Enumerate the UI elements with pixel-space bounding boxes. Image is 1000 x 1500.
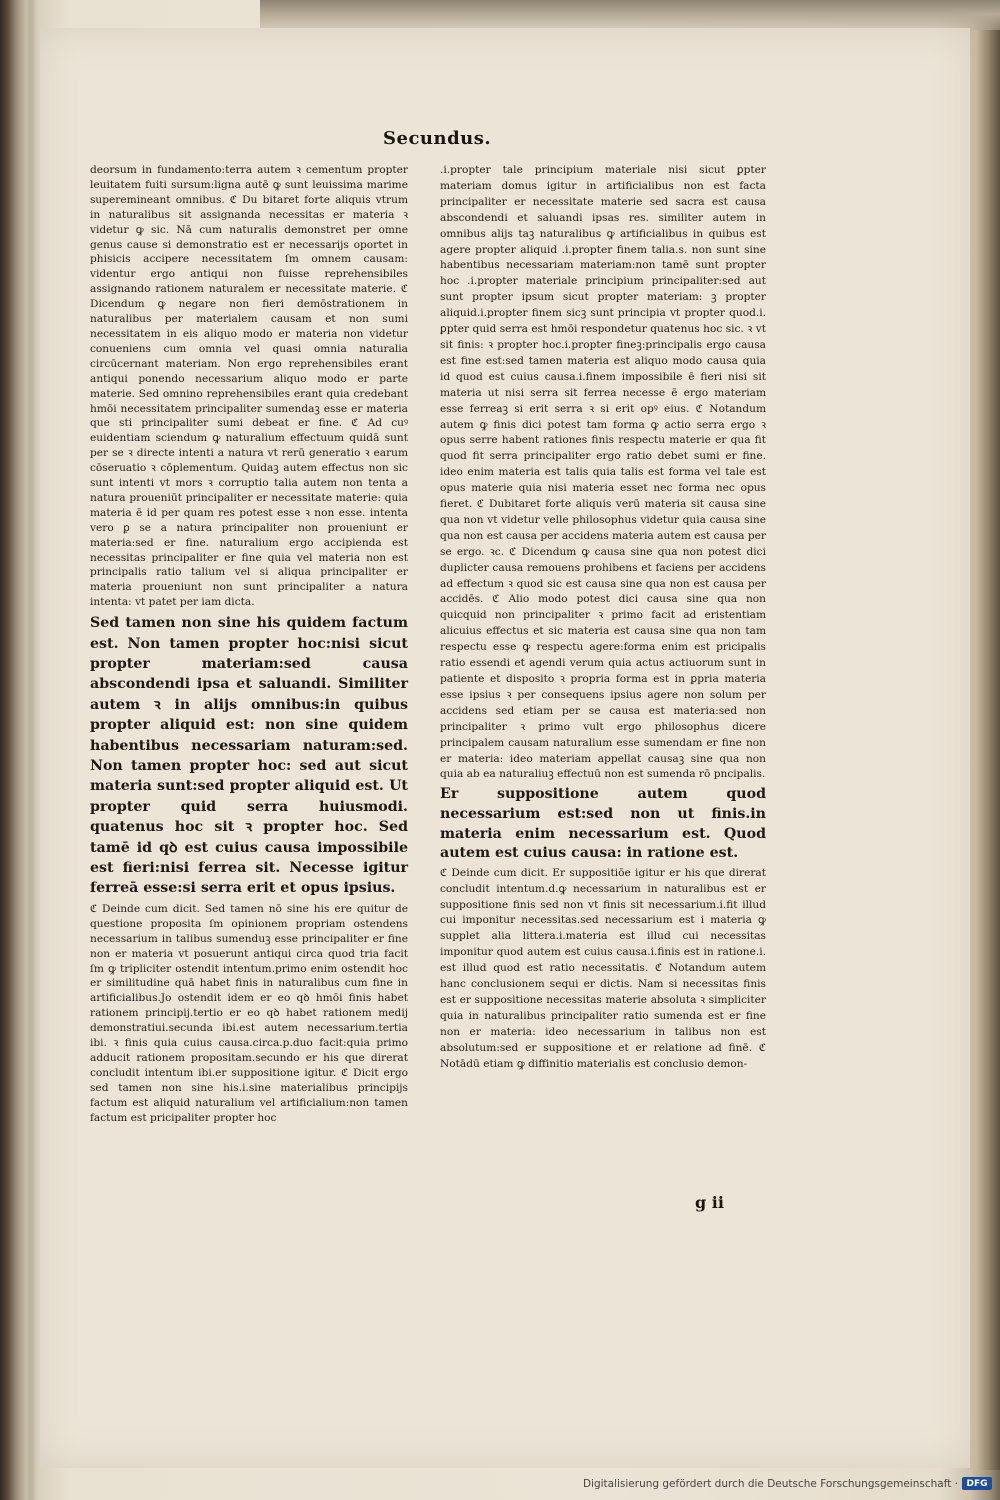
commentary-block: ℭ Deinde cum dicit. Er suppositiōe igitur er his que direrat concludit intentum.d.ꝙ necessarium in naturalibus est er suppositione finis sed non vt finis sit necessarium.i.fit illud cui imponitur necessitas.sed necessarium est i materia ꝙ supplet alia littera.i.materia est illud cui necessitas imponitur quod autem est cuius causa.i.finis est in ratione.i. est illud quod est ratio necessitatis. ℭ Notandum autem hanc conclusionem sequi er dictis. Nam si necessitas finis est er suppositione necessitas materie absoluta ꝛ simpliciter quia in naturalibus principaliter ratio sumenda est er fine non er materia: ideo necessarium in talibus non est absolutum:sed er suppositione et er relatione ad finē. ℭ Notādū etiam ꝙ diffinitio materialis est conclusio demon- [440,866,766,1070]
digitization-credit [583,1477,992,1490]
dfg-logo-icon: DFG [962,1477,992,1490]
right-text-column [440,163,766,1073]
book-fore-edge [966,30,1000,1470]
credit-text: Digitalisierung gefördert durch die Deutsche Forschungsgemeinschaft · [582,1477,958,1490]
commentary-block: .i.propter tale principium materiale nisi sicut ꝑpter materiam domus igitur in artificialibus non est facta principaliter er necessitate materie sed sacra est causa abscondendi et saluandi ipsas res. similiter autem in omnibus alijs taꝫ naturalibus ꝙ artificialibus in quibus est agere propter aliquid .i.propter finem talia.s. non sunt sine habentibus necessariam materiam:non tamē sunt propter hoc .i.propter materiale principium principaliter:sed aut sunt propter ipsum sicut propter materiam: ꝫ propter aliquid.i.propter finem sicꝫ sunt principia vt propter quod.i. ꝑpter quid serra est hmōi respondetur quatenus hoc sic. ꝛ vt sit finis: ꝛ propter hoc.i.propter fineꝫ:principalis ergo causa est fine est:sed tamen materia est aliquo modo causa quia id quod est cuius causa.i.finem impossibile ē fieri nisi sit materia ut nisi serra sit ferrea necesse ē ergo materiam esse ferreaꝫ si erit serra ꝛ si erit opꝰ eius. ℭ Notandum autem ꝙ finis dici potest tam forma ꝙ actio serra ergo ꝛ opus serre habent rationes finis respectu materie er qua fit quod fit serra principaliter ergo ratio debet sumi er fine. ideo enim materia est talis quia talis est forma vel tale est opus materie quia nisi materia esset nec forma nec opus fieret. ℭ Dubitaret forte aliquis verū materia sit causa sine qua non vt videtur velle philosophus videtur quia causa sine qua non est causa per accidens materia autem est causa per se ergo. ꝛc. ℭ Dicendum ꝙ causa sine qua non potest dici duplicter causa remouens prohibens et faciens per accidens ad effectum ꝛ quod sic est causa sine qua non est causa per accidēs. ℭ Alio modo potest dici causa sine qua non quicquid non principaliter ꝛ primo facit ad eristentiam alicuius effectus et sic materia est causa sine qua non tam respectu esse ꝙ respectu agere:forma enim est pricipalis ratio essendi et agendi verum quia actus actiuorum sunt in patiente et disposito ꝛ propria forma est in ꝑpria materia esse ipsius ꝛ per consequens ipsius agere non solum per accidens sed etiam per se causa est materia:sed non principaliter ꝛ primo vult ergo philosophus dicere principalem causam naturalium esse sumendam er fine non er materia: ideo materiam appellat causaꝫ sine qua non quia ab ea naturaliuꝫ effectuū non est sumenda rō pncipalis. [440,164,766,781]
main-text-block: Sed tamen non sine his quidem factum est. Non tamen propter hoc:nisi sicut propter materiam:sed causa abscondendi ipsa et saluandi. Similiter autem ꝛ in alijs omnibus:in quibus propter aliquid est: non sine quidem habentibus necessariam naturam:sed. Non tamen propter hoc: sed aut sicut materia sunt:sed propter aliquid est. Ut propter quid serra huiusmodi. quatenus hoc sit ꝛ propter hoc. Sed tamē id qꝺ est cuius causa impossibile est fieri:nisi ferrea sit. Necesse igitur ferreā esse:si serra erit et opus ipsius. [90,615,408,897]
signature-mark: g ii [695,1193,724,1212]
book-spine-edge [0,0,40,1500]
commentary-block: deorsum in fundamento:terra autem ꝛ cementum propter leuitatem fuiti sursum:ligna autē ꝙ sunt leuissima marime superemineant omnibus. ℭ Du bitaret forte aliquis vtrum in naturalibus sit assignanda necessitas er materia ꝛ videtur ꝙ sic. Nā cum naturalis demonstret per omne genus cause si demonstratio est er necessarijs oportet in phisicis accipere necessitatem ſm omnem causam: videntur ergo antiqui non fuisse reprehensibiles assignando rationem naturalem er necessitate materie. ℭ Dicendum ꝙ negare non fieri demōstrationem in naturalibus per materialem causam et non sumi necessitatem in eis aliquo modo er materia non videtur conueniens cum omnia vel quasi omnia naturalia circūcernant materiam. Non ergo reprehensibiles erant antiqui ponendo necessarium aliquo modo er parte materie. Sed omnino reprehensibiles erant quia credebant hmōi necessitatem principaliter sumendaꝫ esse er materia que sti principaliter sumi debeat er fine. ℭ Ad cuꝰ euidentiam sciendum ꝙ naturalium effectuum quidā sunt per se ꝛ directe intenti a natura vt rerū generatio ꝛ earum cōseruatio ꝛ cōplementum. Quidaꝫ autem effectus non sic sunt intenti vt mors ꝛ corruptio talia autem non tenta a natura proueniūt principaliter er necessitate materie: quia materia ē id per quam res potest esse ꝛ non esse. intenta vero ꝑ se a natura principaliter non proueniunt er materia:sed er fine. naturalium ergo accipienda est necessitas principaliter er fine quia vel materia non est principalis ratio talium vel si aliqua principaliter er materia proueniunt non sunt principaliter a natura intenta: vt patet per iam dicta. [90,164,408,609]
running-head: Secundus. [383,128,492,149]
commentary-block: ℭ Deinde cum dicit. Sed tamen nō sine his ere quitur de questione proposita ſm opinionem propriam ostendens necessarium in talibus sumenduꝫ esse principaliter er fine non er materia vt posuerunt antiqui circa quod tria facit ſm ꝙ tripliciter ostendit intentum.primo enim ostendit hoc er similitudine quā habet finis in naturalibus cum fine in artificialibus.Jo ostendit idem er eo qꝺ hmōi finis habet rationem principij.tertio er eo qꝺ habet rationem medij demonstratiui.secunda ibi.est autem necessarium.tertia ibi. ꝛ finis quia cuius causa.circa.p.duo facit:quia primo adducit rationem propositam.secundo er his que direrat concludit intentum ibi.er suppositione igitur. ℭ Dicit ergo sed tamen non sine his.i.sine materialibus principijs factum est aliquid naturalium vel artificialium:non tamen factum est pricipaliter propter hoc [90,902,408,1124]
main-text-block: Er suppositione autem quod necessarium est:sed non ut finis.in materia enim necessarium est. Quod autem est cuius causa: in ratione est. [440,786,766,862]
left-text-column [90,163,408,1125]
